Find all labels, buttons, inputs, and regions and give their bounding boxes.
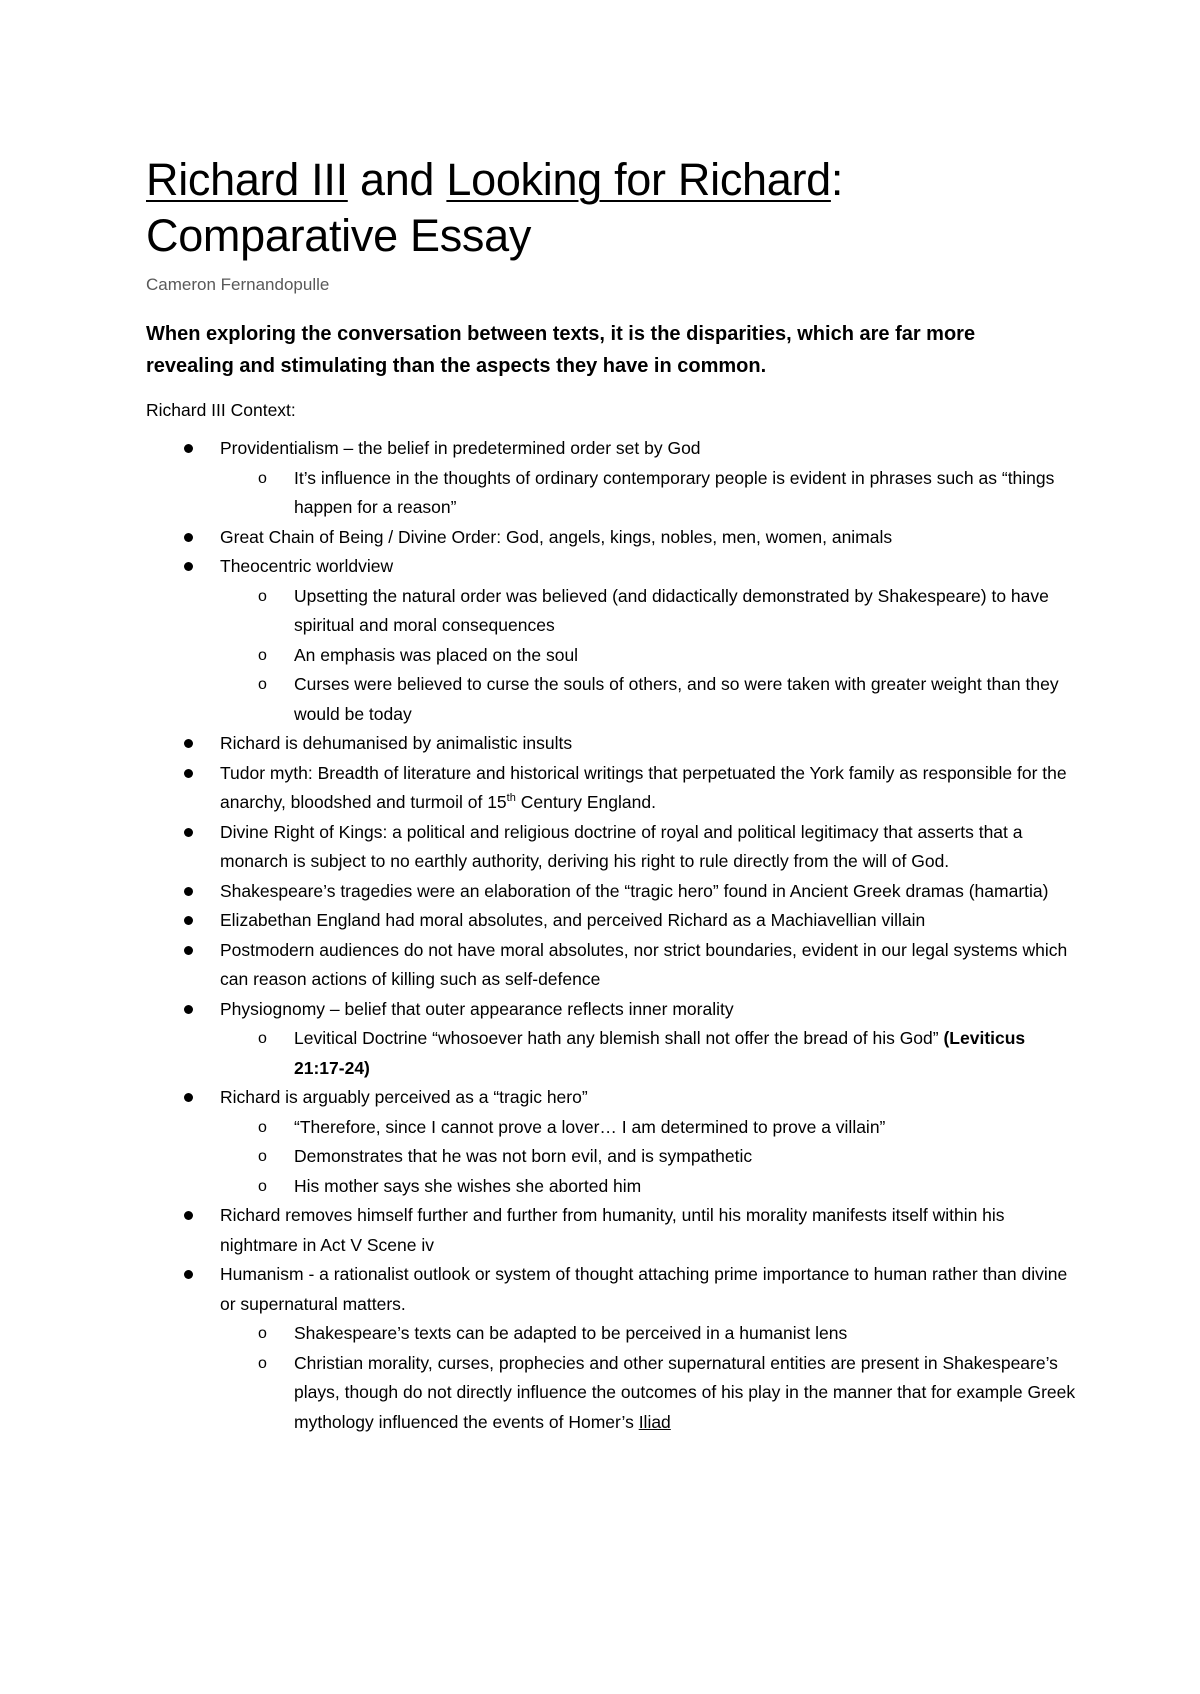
- list-item-text: Richard removes himself further and further from humanity, until his morality manifests itself within his nightmare in Act V Scene iv: [220, 1205, 1005, 1255]
- circle-bullet-icon: o: [258, 646, 267, 664]
- title-richard-iii: Richard III: [146, 154, 348, 205]
- sub-list-item: [220, 1024, 1076, 1083]
- circle-bullet-icon: o: [258, 1148, 267, 1165]
- circle-bullet-icon: o: [258, 1030, 267, 1047]
- list-item: [146, 1201, 1076, 1260]
- essay-prompt: When exploring the conversation between texts, it is the disparities, which are far more revealing and stimulating than the aspects they have in common.: [146, 323, 976, 377]
- list-item: [146, 818, 1076, 877]
- sub-list-item: [220, 670, 1076, 729]
- list-item: [146, 1083, 1076, 1201]
- list-item-text-end: Century England.: [515, 792, 656, 812]
- list-item: [146, 906, 1076, 936]
- list-item-text: Humanism - a rationalist outlook or system of thought attaching prime importance to human rather than divine or supernatural matters.: [220, 1264, 1068, 1314]
- sub-list: [220, 1319, 1076, 1437]
- sub-list-item-text: An emphasis was placed on the soul: [294, 644, 579, 665]
- circle-bullet-icon: o: [258, 676, 267, 693]
- list-item: [146, 936, 1076, 995]
- circle-bullet-icon: o: [258, 1177, 267, 1195]
- sub-list-item: [220, 641, 1076, 671]
- circle-bullet-icon: o: [258, 1354, 267, 1372]
- list-item: [146, 523, 1076, 553]
- title-looking-for-richard: Looking for Richard: [446, 154, 831, 205]
- bullet-icon: [184, 1270, 193, 1279]
- bullet-icon: [184, 1005, 193, 1014]
- list-item-text: Shakespeare’s tragedies were an elaboration of the “tragic hero” found in Ancient Greek dramas (hamartia): [220, 880, 1049, 901]
- list-item-text: Physiognomy – belief that outer appearance reflects inner morality: [220, 998, 734, 1019]
- list-item-text: Theocentric worldview: [220, 556, 394, 576]
- bullet-icon: [184, 916, 193, 925]
- list-item: [146, 759, 1076, 818]
- sub-list-item: [220, 1349, 1076, 1438]
- sub-list-item: [220, 1172, 1076, 1202]
- sub-list-item-text: Upsetting the natural order was believed (and didactically demonstrated by Shakespeare) to have spiritual and moral consequences: [294, 585, 1049, 635]
- title-line-2: Comparative Essay: [146, 210, 532, 261]
- section-heading: Richard III Context:: [146, 400, 296, 420]
- author-name: Cameron Fernandopulle: [146, 275, 330, 294]
- bullet-icon: [184, 444, 193, 453]
- list-item-text: Great Chain of Being / Divine Order: God, angels, kings, nobles, men, women, animals: [220, 526, 893, 547]
- sub-list: [220, 1113, 1076, 1202]
- circle-bullet-icon: o: [258, 1118, 267, 1136]
- bullet-icon: [184, 887, 193, 896]
- document-content: [146, 152, 1076, 1437]
- sub-list-item: [220, 582, 1076, 641]
- sub-list-item: [220, 1142, 1076, 1172]
- list-item-text: Providentialism – the belief in predetermined order set by God: [220, 438, 701, 458]
- bullet-icon: [184, 946, 193, 955]
- sub-list-item-text: His mother says she wishes she aborted him: [294, 1175, 642, 1196]
- sub-list-item-text: Christian morality, curses, prophecies and other supernatural entities are present in Shakespeare’s plays, though do not directly influence the outcomes of his play in the manner that for example Greek mythology influenced the events of Homer’s: [294, 1352, 1076, 1432]
- bullet-icon: [184, 1211, 193, 1220]
- list-item-text: Postmodern audiences do not have moral absolutes, nor strict boundaries, evident in our legal systems which can reason actions of killing such as self-defence: [220, 939, 1068, 989]
- title-and: and: [347, 154, 447, 205]
- superscript-th: th: [506, 792, 516, 805]
- list-item: [146, 552, 1076, 729]
- sub-list-item-text: Demonstrates that he was not born evil, and is sympathetic: [294, 1146, 753, 1166]
- circle-bullet-icon: o: [258, 1325, 267, 1342]
- sub-list-item-text: Curses were believed to curse the souls of others, and so were taken with greater weight than they would be today: [294, 674, 1059, 724]
- circle-bullet-icon: o: [258, 587, 267, 605]
- bullet-icon: [184, 1093, 193, 1102]
- list-item: [146, 1260, 1076, 1437]
- iliad-title: Iliad: [638, 1411, 671, 1432]
- list-item: [146, 995, 1076, 1084]
- sub-list-item-text: “Therefore, since I cannot prove a lover… I am determined to prove a villain”: [294, 1116, 886, 1137]
- bullet-icon: [184, 828, 193, 837]
- list-item-text: Elizabethan England had moral absolutes, and perceived Richard as a Machiavellian villain: [220, 910, 926, 930]
- list-item: [146, 729, 1076, 759]
- sub-list-item-text: Levitical Doctrine “whosoever hath any blemish shall not offer the bread of his God”: [294, 1028, 944, 1048]
- citation-leviticus: (Leviticus 21:17-24): [294, 1028, 1026, 1078]
- sub-list-item-text: Shakespeare’s texts can be adapted to be perceived in a humanist lens: [294, 1323, 848, 1343]
- sub-list: [220, 464, 1076, 523]
- sub-list-item: [220, 1319, 1076, 1349]
- list-item: [146, 434, 1076, 523]
- sub-list: [220, 582, 1076, 730]
- bullet-icon: [184, 562, 193, 571]
- bullet-icon: [184, 769, 193, 778]
- list-item-text: Richard is arguably perceived as a “tragic hero”: [220, 1087, 588, 1107]
- circle-bullet-icon: o: [258, 469, 267, 487]
- sub-list-item: [220, 1113, 1076, 1143]
- essay-title: [146, 152, 1076, 264]
- title-colon: :: [830, 154, 844, 205]
- sub-list-item: [220, 464, 1076, 523]
- list-item: [146, 877, 1076, 907]
- list-item-text: Tudor myth: Breadth of literature and historical writings that perpetuated the York family as responsible for the anarchy, bloodshed and turmoil of 15: [220, 762, 1067, 812]
- sub-list: [220, 1024, 1076, 1083]
- list-item-text: Richard is dehumanised by animalistic insults: [220, 733, 573, 753]
- sub-list-item-text: It’s influence in the thoughts of ordinary contemporary people is evident in phrases such as “things happen for a reason”: [294, 467, 1055, 517]
- bullet-icon: [184, 533, 193, 542]
- bullet-icon: [184, 739, 193, 748]
- context-list: [146, 434, 1076, 1437]
- list-item-text: Divine Right of Kings: a political and religious doctrine of royal and political legitimacy that asserts that a monarch is subject to no earthly authority, deriving his right to rule directly from the will of God.: [220, 821, 1023, 871]
